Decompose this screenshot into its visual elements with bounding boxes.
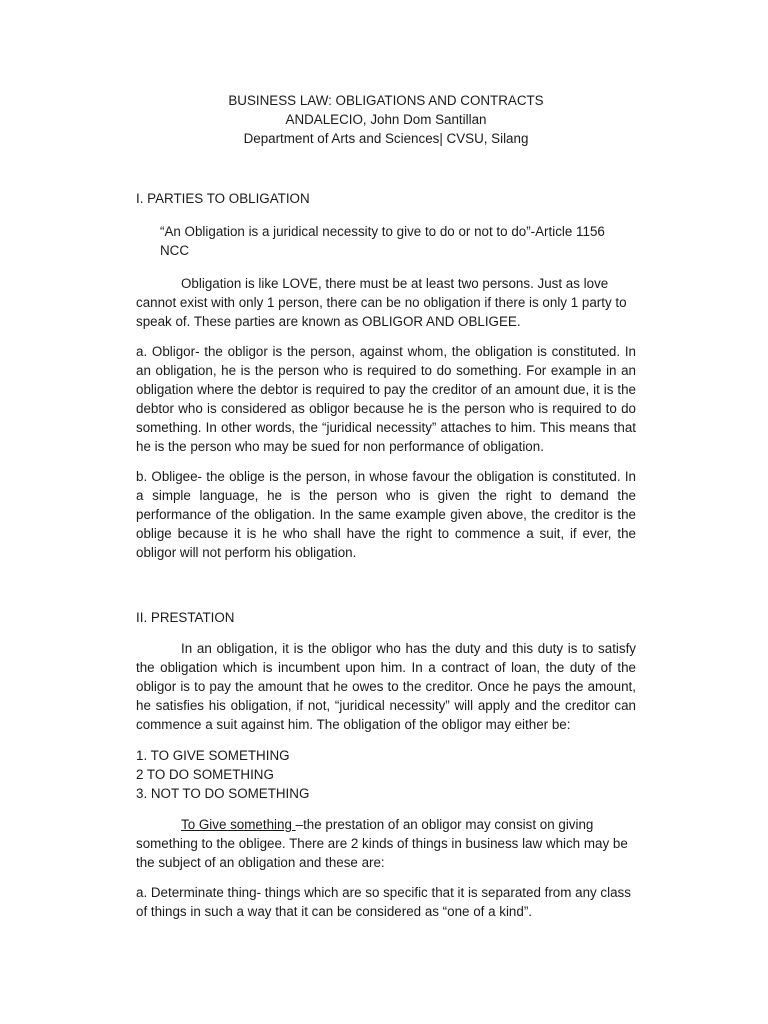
- paragraph-love-analogy: Obligation is like LOVE, there must be at least two persons. Just as love cannot exist with only 1 person, there can be no obligation if there is only 1 party to speak of. These parties are known as OBLIGOR AND OBLIGEE.: [136, 276, 627, 329]
- section-title-parties: I. PARTIES TO OBLIGATION: [136, 191, 310, 206]
- section-title-prestation: II. PRESTATION: [136, 610, 235, 625]
- paragraph-to-give: [136, 815, 636, 872]
- document-header: [136, 91, 636, 148]
- paragraph-obligor: a. Obligor- the obligor is the person, against whom, the obligation is constituted. In an obligation, he is the person who is required to do something. For example in an obligation where the debtor is required to pay the creditor of an amount due, it is the debtor who is considered as obligor because he is the person who is required to do something. In other words, the “juridical necessity” attaches to him. This means that he is the person who may be sued for non performance of obligation.: [136, 344, 636, 454]
- list-item: 3. NOT TO DO SOMETHING: [136, 786, 310, 801]
- department-line: Department of Arts and Sciences| CVSU, Silang: [243, 131, 529, 146]
- paragraph-determinate-thing: a. Determinate thing- things which are so specific that it is separated from any class of things in such a way that it can be considered as “one of a kind”.: [136, 885, 631, 919]
- list-item: 1. TO GIVE SOMETHING: [136, 748, 290, 763]
- to-give-term: To Give something: [181, 817, 296, 832]
- author-name: ANDALECIO, John Dom Santillan: [285, 112, 487, 127]
- document-title: BUSINESS LAW: OBLIGATIONS AND CONTRACTS: [228, 93, 544, 108]
- prestation-list: [136, 746, 636, 803]
- paragraph-prestation-intro: In an obligation, it is the obligor who has the duty and this duty is to satisfy the obligation which is incumbent upon him. In a contract of loan, the duty of the obligor is to pay the amount that he owes to the creditor. Once he pays the amount, he satisfies his obligation, if not, “juridical necessity” will apply and the creditor can commence a suit against him. The obligation of the obligor may either be:: [136, 641, 636, 732]
- paragraph-obligee: b. Obligee- the oblige is the person, in whose favour the obligation is constituted. In a simple language, he is the person who is given the right to demand the performance of the obligation. In the same example given above, the creditor is the oblige because it is he who shall have the right to commence a suit, if ever, the obligor will not perform his obligation.: [136, 469, 636, 560]
- list-item: 2 TO DO SOMETHING: [136, 767, 274, 782]
- to-give-definition: –the prestation of an obligor may consist on giving something to the obligee. There are 2 kinds of things in business law which may be the subject of an obligation and these are:: [136, 817, 628, 870]
- article-quote: “An Obligation is a juridical necessity to give to do or not to do”-Article 1156 NCC: [160, 224, 605, 258]
